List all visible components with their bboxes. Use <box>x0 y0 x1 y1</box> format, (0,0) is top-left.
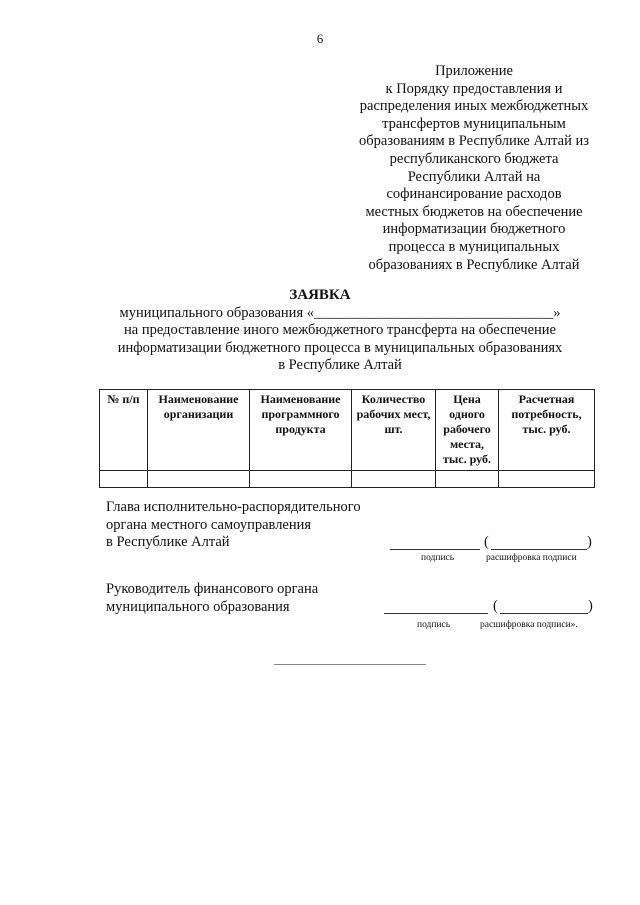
appendix-line: республиканского бюджета <box>389 150 559 167</box>
subtitle-line: в Республике Алтай <box>278 357 402 374</box>
table-cell[interactable] <box>436 471 499 488</box>
subtitle-line: на предоставление иного межбюджетного трансферта на обеспечение <box>124 322 556 339</box>
appendix-line: софинансирование расходов <box>386 186 562 203</box>
appendix-line: образованиях в Республике Алтай <box>368 256 580 273</box>
application-table <box>99 389 595 488</box>
col-header-number: № п/п <box>100 390 148 471</box>
signature-decode-line[interactable] <box>500 613 588 614</box>
signature-label-head <box>106 499 361 552</box>
table-header-row <box>100 390 595 471</box>
col-header-workplace-price: Цена одного рабочего места, тыс. руб. <box>436 390 499 471</box>
table-cell[interactable] <box>352 471 436 488</box>
signature-label-line: органа местного самоуправления <box>106 516 312 533</box>
sign-caption: подпись <box>417 620 451 630</box>
col-header-workplace-count: Количество рабочих мест, шт. <box>352 390 436 471</box>
signature-label-line: муниципального образования <box>106 598 290 615</box>
appendix-line: к Порядку предоставления и <box>385 80 563 97</box>
appendix-line: процесса в муниципальных <box>388 238 560 255</box>
signature-label-finance <box>106 581 318 616</box>
subtitle-line: информатизации бюджетного процесса в муниципальных образованиях <box>117 339 563 356</box>
open-paren: ( <box>484 534 489 550</box>
open-paren: ( <box>493 598 498 614</box>
table-cell[interactable] <box>499 471 595 488</box>
signature-line[interactable] <box>384 613 488 614</box>
appendix-line: Республики Алтай на <box>407 168 541 185</box>
col-header-software-product: Наименование программного продукта <box>250 390 352 471</box>
appendix-line: распределения иных межбюджетных <box>359 98 589 115</box>
table-cell[interactable] <box>100 471 148 488</box>
table-row <box>100 471 595 488</box>
table-cell[interactable] <box>148 471 250 488</box>
signature-label-line: Глава исполнительно-распорядительного <box>106 499 361 515</box>
table-cell[interactable] <box>250 471 352 488</box>
col-header-estimated-need: Расчетная потребность, тыс. руб. <box>499 390 595 471</box>
close-paren: ) <box>588 598 593 614</box>
appendix-line: местных бюджетов на обеспечение <box>365 203 583 220</box>
appendix-header <box>352 63 596 274</box>
signature-line[interactable] <box>390 549 480 550</box>
decode-caption: расшифровка подписи». <box>480 620 578 630</box>
footer-divider <box>274 664 426 665</box>
close-paren: ) <box>587 534 592 550</box>
decode-caption: расшифровка подписи <box>486 553 577 563</box>
document-title: ЗАЯВКА <box>289 287 351 303</box>
appendix-line: образованиям в Республике Алтай из <box>359 133 589 150</box>
appendix-line: Приложение <box>435 63 513 79</box>
page-number: 6 <box>316 31 324 46</box>
subtitle-line: муниципального образования «_________________________________» <box>119 305 561 321</box>
sign-caption: подпись <box>421 553 455 563</box>
signature-label-line: Руководитель финансового органа <box>106 581 319 597</box>
col-header-organization: Наименование организации <box>148 390 250 471</box>
appendix-line: трансфертов муниципальным <box>382 115 566 132</box>
appendix-line: информатизации бюджетного <box>382 221 566 238</box>
document-subtitle <box>100 305 580 375</box>
signature-label-line: в Республике Алтай <box>106 534 230 551</box>
signature-decode-line[interactable] <box>491 549 587 550</box>
